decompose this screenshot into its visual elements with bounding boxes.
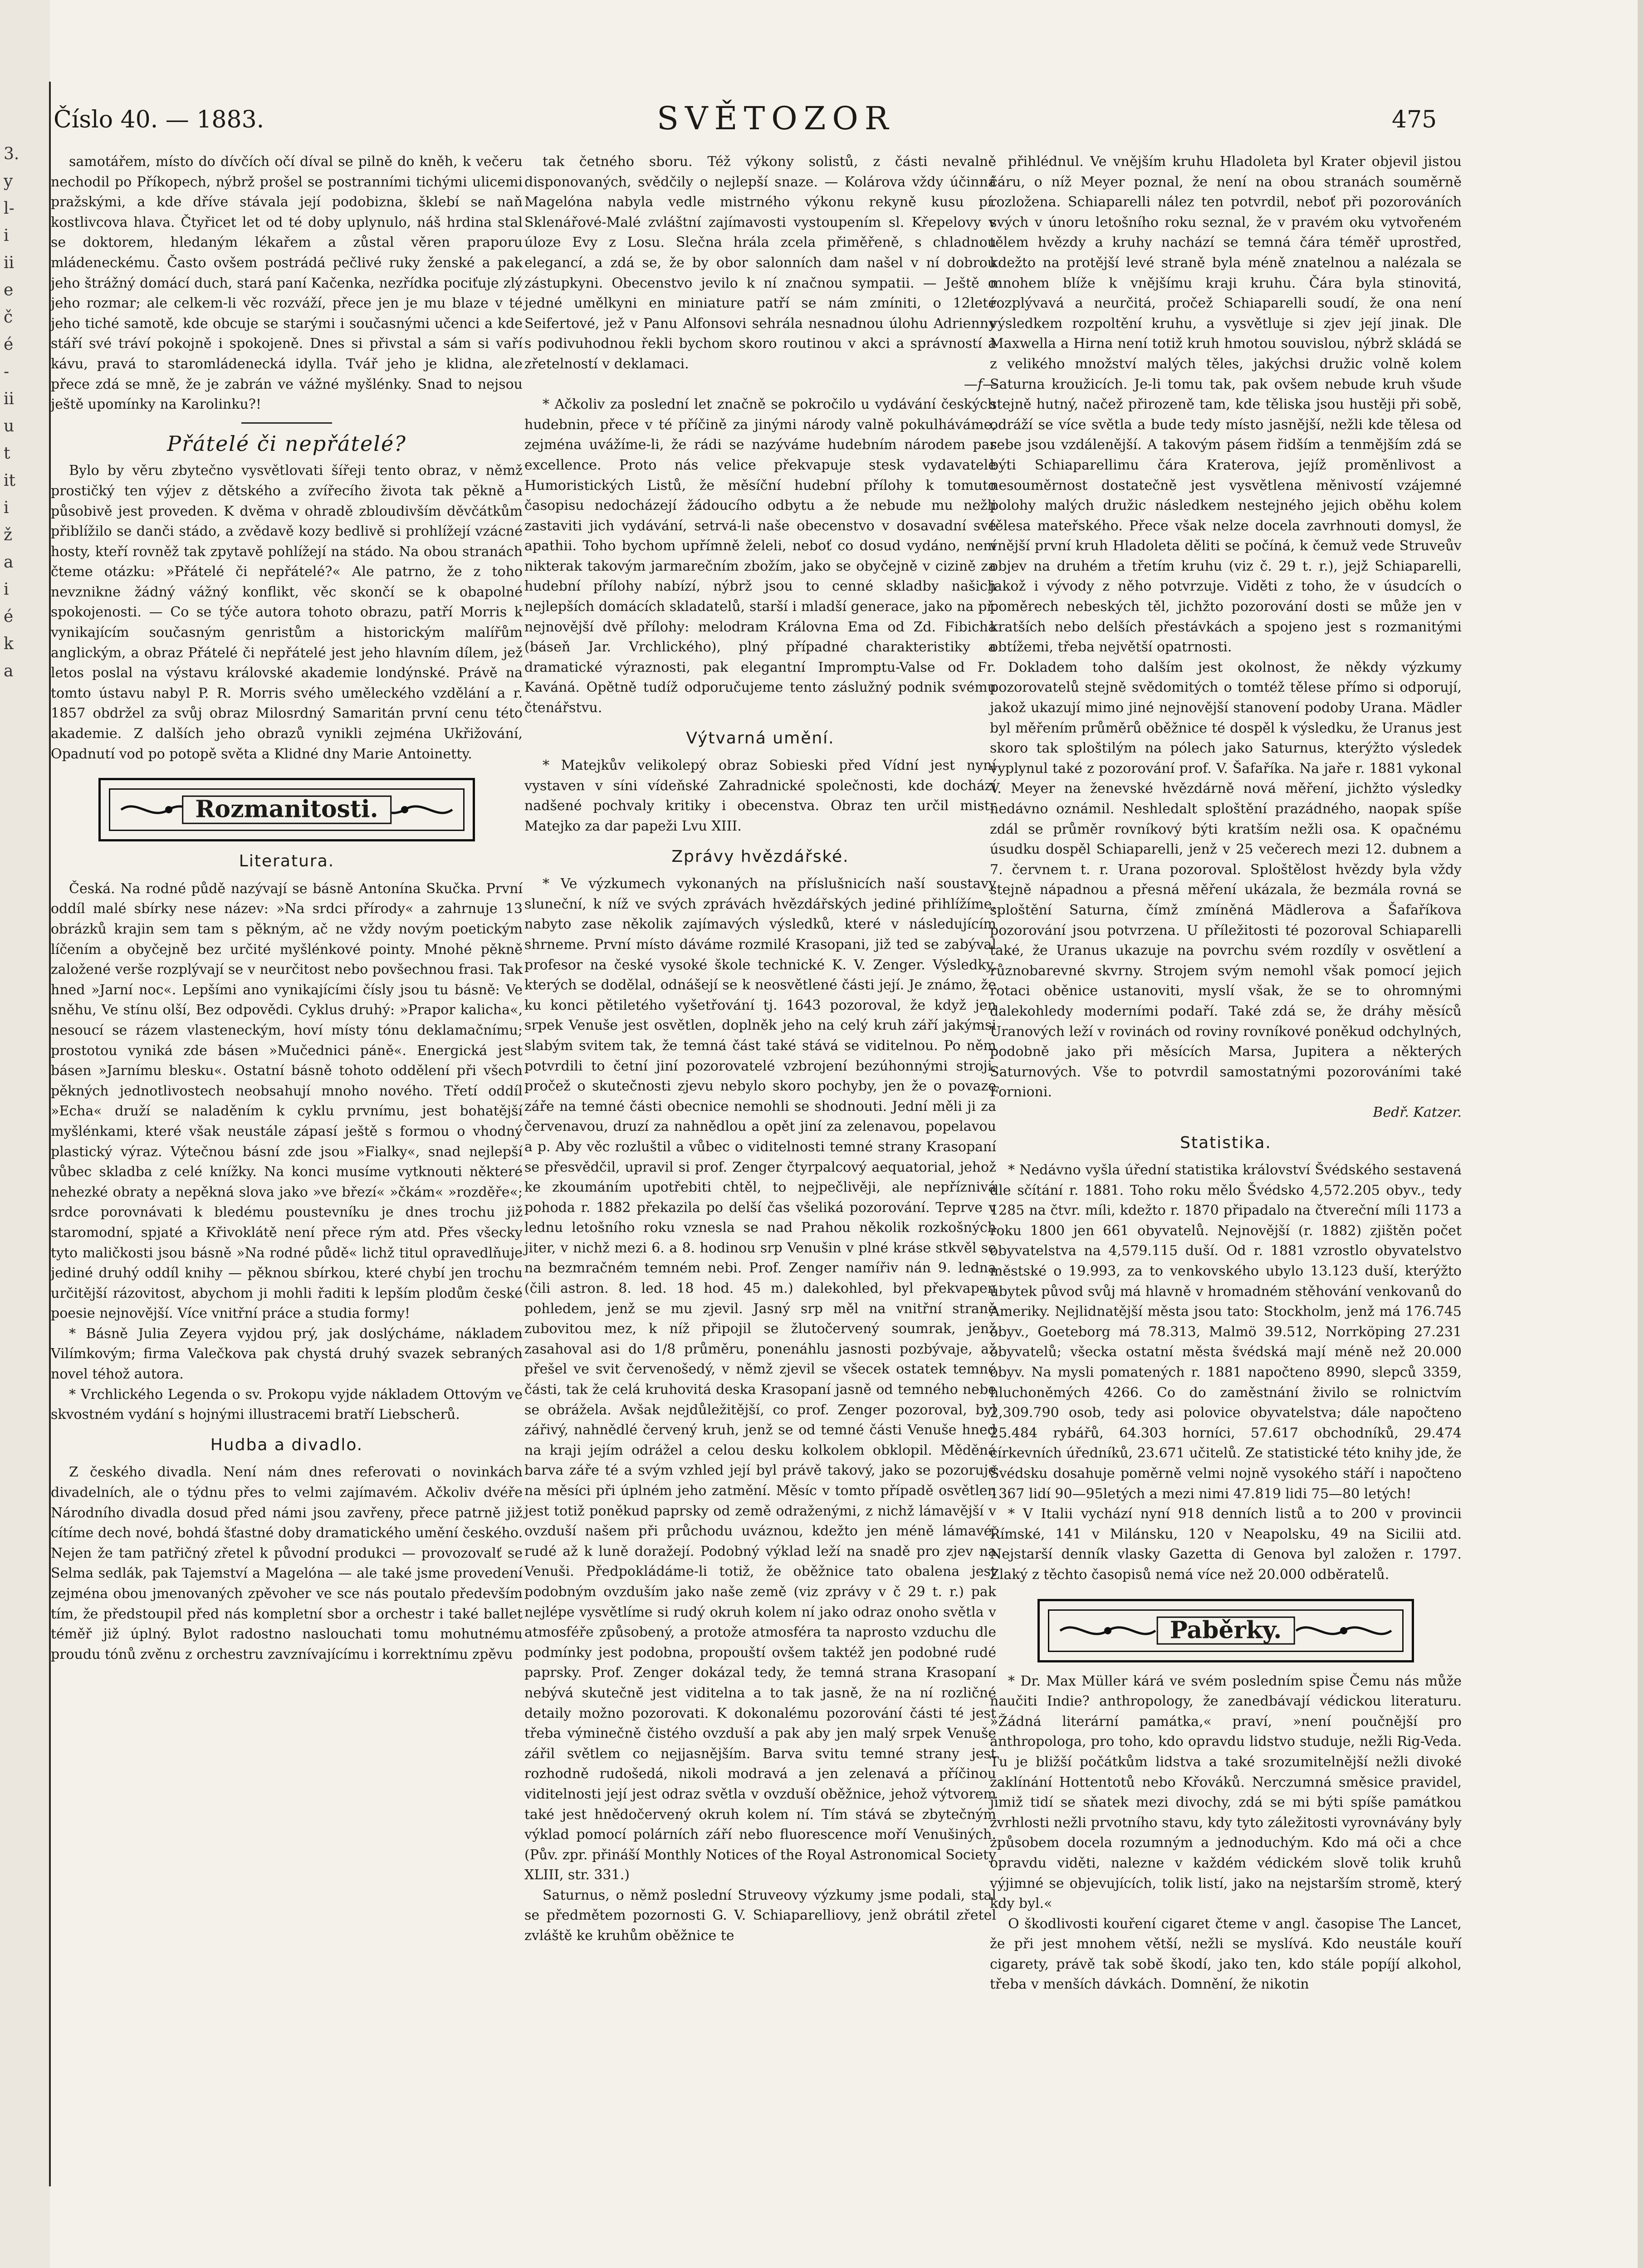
signature-katzer: Bedř. Katzer.	[1373, 1104, 1462, 1120]
cigarety-text: O škodlivosti kouření cigaret čteme v angl. časopise The Lancet, že při jest mnohem větší, nežli se myslívá. Kdo neustále kouří cigarety, právě tak sobě škodí, jako ten, kdo stále popíjí alkohol, třeba v menších dávkách. Domnění, že nikotin	[990, 1916, 1462, 1993]
gutter-fragment: i	[4, 499, 9, 517]
gutter-fragment: i	[4, 580, 9, 599]
literatura-heading: Literatura.	[239, 852, 335, 871]
right-page-edge	[1638, 0, 1644, 2268]
story-ending: samotářem, místo do dívčích očí díval se pilně do kněh, k večeru nechodil po Příkopech, nýbrž prošel se postranními tichými ulicemi pražskými, a kde dříve stávala její podobizna, šklebí se naň kostlivcova hlava. Čtyřicet let od té doby uplynulo, náš hrdina stal se doktorem, hledaným lékařem a zůstal věren praporu mládeneckému. Často ovšem postrádá pečlivé ruky ženské a pak jeho štrážný domácí duch, stará paní Kačenka, nezřídka pociťuje zlý jeho rozmar; ale celkem-li věc rozváží, přece jen je mu blaze v té jeho tiché samotě, kde obcuje se starými i současnými učenci a kde stáří své tráví pokojně i spokojeně. Dnes si přivstal a sám si vaří kávu, pravá to staromládenecká idylla. Tvář jeho je klidna, ale přece zdá se mně, že je zabrán ve vážné myšlénky. Snad to nejsou ještě upomínky na Karolinku?!	[51, 154, 523, 413]
saturn-text: Saturnus, o němž poslední Struveovy výzkumy jsme podali, stal se předmětem pozornosti G. V. Schiaparelliovy, jenž obrátil zřetel zvláště ke kruhům oběžnice te	[524, 1887, 996, 1944]
banner-label: Rozmanitosti.	[182, 796, 391, 824]
gutter-fragment: ž	[4, 526, 12, 544]
rozmanitosti-banner	[98, 778, 475, 841]
gutter-fragment: e	[4, 281, 14, 299]
muller-text: * Dr. Max Müller kárá ve svém posledním spise Čemu nás může naučiti Indie? anthropology, že zanedbávají védickou literaturu. »Žádná literární památka,« praví, »není poučnější pro anthropologa, pro toho, kdo opravdu lidstvo studuje, nežli Rig-Veda. Tu je bližší počátkům lidstva a také srozumitelnější nežli divoké zaklínání Hottentotů nebo Křováků. Nerczumná směsice pravidel, jimiž tidí se sňatek mezi divochy, zdá se mi býti spíše památkou zvrhlosti nežli prvotního stavu, kdy tyto záležitosti vyrovnávány byly způsobem docela rozumným a jednoduchým. Kdo má oči a chce opravdu viděti, nalezne v každém védickém slově tolik kruhů výjimné se objevujících, tolik listí, jako na nejstarším stromě, který kdy byl.«	[990, 1673, 1462, 1912]
paberky-banner	[1037, 1599, 1414, 1662]
hudba-heading: Hudba a divadlo.	[210, 1435, 363, 1454]
gutter-fragment: t	[4, 444, 10, 463]
gutter-fragment: é	[4, 607, 14, 626]
gutter-fragment: k	[4, 635, 14, 653]
column-1	[51, 152, 523, 1665]
gutter-fragment: ii	[4, 254, 15, 272]
hudba-text: Z českého divadla. Není nám dnes referovati o novinkách divadelních, ale o týdnu přes to velmi zajímavém. Ačkoliv dvéře Národního divadla dosud před námi jsou zavřeny, přece patrně již cítíme dech nové, bohdá šťastné doby dramatického umění českého. Nejen že tam patřičný zřetel k původní produkci — provozovalť se Selma sedlák, pak Tajemství a Magelóna — ale také jsme provedení zejména obou jmenovaných zpěvoher ve sce nás poutalo především tím, že předstoupil před nás kompletní sbor a orchestr i také ballet téměř již úplný. Bylot radostno naslouchati tomu mohutnému proudu tónů zvěnu z orchestru zavznívajícímu i korrektnímu zpěvu	[51, 1464, 523, 1662]
column-2	[524, 152, 996, 1946]
vytvarna-heading: Výtvarná umění.	[686, 728, 835, 748]
pratele-heading: Přátelé či nepřátelé?	[167, 431, 406, 456]
gutter-fragment: y	[4, 172, 13, 191]
gutter-fragment: é	[4, 335, 14, 354]
hudebniny-text: * Ačkoliv za poslední let značně se pokročilo u vydávání českých hudebnin, přece v té příčině za jinými národy valně pokulháváme, zejména uvážíme-li, že rádi se nazýváme hudebním národem par excellence. Proto nás velice překvapuje stesk vydavatele Humoristických Listů, že měsíční hudební přílohy k tomuto časopisu nedocházejí žádoucího odbytu a že nebude mu nežli zastaviti jich vydávání, setrvá-li naše obecenstvo v dosavadní své apathii. Toho bychom upřímně želeli, neboť co dosud vydáno, není nikterak takovým jarmarečním zbožím, jako se obyčejně v cizině za hudební přílohy nabízí, nýbrž jsou to cenné skladby našich nejlepších domácích skladatelů, starší i mladší generace, jako na př. nejnovější dvě přílohy: melodram Královna Ema od Zd. Fibicha (báseň Jar. Vrchlického), plný případné charakteristiky a dramatické výraznosti, pak elegantní Impromptu-Valse od Fr. Kaváná. Opětně tudíž odporučujeme tento záslužný podnik svému čtenářstvu.	[524, 396, 996, 716]
gutter-fragment: it	[4, 471, 15, 490]
zpravy-text: * Ve výzkumech vykonaných na příslušnicích naší soustavy sluneční, k níž ve svých zprávách hvězdářských jediné přihlížíme, nabyto zase několik zajímavých výsledků, které v následujícím shrneme. První místo dáváme rozmilé Krasopani, již ted se zabýval profesor na české vysoké škole technické K. V. Zenger. Výsledky, kterých se dodělal, odnášejí se k neosvětlené části její. Je známo, že ku konci pětiletého vyšetřování tj. 1643 pozoroval, že když jen srpek Venuše jest osvětlen, doplněk jeho na celý kruh září jakýmsi slabým svitem tak, že temná část také stává se viditelnou. Po něm potvrdili to četní jiní pozorovatelé vzbrojení bezúhonnými stroji, pročež o skutečnosti zjevu nebylo skoro pochyby, jen že o povaze záře na temné části obecnice nemohli se shodnouti. Jední měli ji za červenavou, druzí za nahnědlou a opět jiní za zelenavou, popelavou a p. Aby věc rozluštil a vůbec o viditelnosti temné strany Krasopaní se přesvědčil, upravil si prof. Zenger čtyrpalcový aequatorial, jehož ke zkoumáním upotřebiti chtěl, to nejpečlivěji, ale nepříznivá pohoda r. 1882 překazila po delší čas všeliká pozorování. Teprve v lednu letošního roku vznesla se nad Prahou několik rozkošných jiter, v nichž mezi 6. a 8. hodinou srp Venušin v plné kráse stkvěl se na bezmračném temném nebi. Prof. Zenger namířiv nán 9. ledna (čili astron. 8. led. 18 hod. 45 m.) dalekohled, byl překvapen pohledem, jenž se mu zjevil. Jasný srp měl na vnitřní straně zubovitou mez, k níž připojil se žlutočervený soumrak, jenž zasahoval asi do 1/8 průměru, ponenáhlu jasnosti pozbývaje, až přešel ve svit červenošedý, v němž zjevil se všecek ostatek temné části, tak že celá kruhovitá deska Krasopaní jasně od temného nebe se obrážela. Avšak nejdůležitější, co prof. Zenger pozoroval, byl zářivý, nahnědlé červený kruh, jenž se od temné části Venuše hned na kraji jejím odrážel a celou desku kolkolem obklopil. Měděná barva záře té a svým vzhled její byl právě takový, jako se pozoruje na měsíci při úplném jeho zatmění. Měsíc v tomto případě osvětlen jest totiž poněkud paprsky od země odraženými, z nichž lámavější v ovzduší našem při průchodu uváznou, kdežto jen méně lámavé, rudé až k luně doražejí. Podobný výklad leží na snadě pro zjev na Venuši. Předpokládáme-li totiž, že oběžnice tato obalena jest podobným ovzduším jako naše země (viz zprávy v č 29 t. r.) pak nejlépe vysvětlíme si rudý okruh kolem ní jako odraz onoho světla v atmosféře způsobený, a protože atmosféra ta naprosto vzduchu dle podmínky jest podobna, propouští ovšem taktéž jen podobné rudé paprsky. Prof. Zenger dokázal tedy, že temná strana Krasopaní nebývá skutečně jest viditelna a to tak jasně, že na ní rozličné detaily možno pozorovati. K dokonalému pozorování části té jest třeba výminečně čistého ovzduší a pak aby jen malý srpek Venuše zářil světlem co nejjasnějším. Barva svitu temné strany jest rozhodně rudošedá, nikoli modravá a jen zelenavá a příčinou viditelnosti její jest odraz světla v ovzduší oběžnice, jehož výtvorem také jest hnědočervený okruh kolem ní. Tím stává se zbytečným výklad pomocí polárních září nebo fluorescence moří Venušiných. (Pův. zpr. přináší Monthly Notices of the Royal Astronomical Society XLIII, str. 331.)	[524, 876, 996, 1883]
signature-f: —f—	[964, 376, 996, 392]
ornament-left-icon	[1058, 1619, 1158, 1642]
saturn-continued: přihlédnul. Ve vnějším kruhu Hladoleta byl Krater objevil jistou čáru, o níž Meyer poznal, že není na obou stranách souměrně rozložena. Schiaparelli nález ten potvrdil, neboť při pozorováních svých v únoru letošního roku seznal, že v pravém oku vytvořeném tělem hvězdy a kruhy nachází se temná čára téměř uprostřed, kdežto na protější levé straně byla méně znatelnou a nalézala se mnohem blíže k vnějšímu kraji kruhu. Čára byla stinovitá, rozplývavá a neurčitá, pročež Schiaparelli soudí, že ona není výsledkem rozpoltění kruhu, a vysvětluje si zjev její jinak. Dle Maxwella a Hirna není totiž kruh hmotou souvislou, nýbrž skládá se z velikého množství malých těles, jakýchsi družic volně kolem Saturna kroužicích. Je-li tomu tak, pak ovšem nebude kruh všude stejně hutný, načež přirozeně tam, kde těliska jsou hustěji při sobě, odráží se více světla a bude tedy místo jasnější, nežli kde tělesa od sebe jsou vzdálenější. A takovým pásem řidším a tenmějším zdá se býti Schiaparellimu čára Kraterova, jejíž proměnlivost a nesouměrnost dostatečně jest vysvětlena měnivostí vzájemné polohy malých družic následkem nestejného jejich oběhu kolem tělesa mateřského. Přece však nelze docela zavrhnouti domysl, že vnější první kruh Hladoleta děliti se počíná, k čemuž vede Struveův objev na druhém a třetím kruhu (viz č. 29 t. r.), jejž Schiaparelli, jakož i vývody z něho potvrzuje. Viděti z toho, že v úsudcích o poměrech nebeských těl, jichžto pozorování dosti se může jen v kratších nebo delších přestávkách a spojeno jest s rozmanitými obtížemi, třeba největší opatrnosti.	[990, 154, 1462, 655]
column-3	[990, 152, 1462, 1995]
ornament-right-icon	[1294, 1619, 1394, 1642]
issue-number: Číslo 40. — 1883.	[54, 106, 264, 133]
gutter-fragment: i	[4, 226, 9, 245]
zpravy-heading: Zprávy hvězdářské.	[671, 847, 849, 866]
gutter-fragment: ii	[4, 390, 15, 408]
gutter-fragment: č	[4, 308, 13, 327]
vrchlicky-text: * Vrchlického Legenda o sv. Prokopu vyjde nákladem Ottovým ve skvostném vydání s hojnými illustracemi bratří Liebscherů.	[51, 1386, 523, 1423]
gutter-fragment: 3.	[4, 145, 20, 163]
gutter-fragment: u	[4, 417, 15, 435]
literatura-text: Česká. Na rodné půdě nazývají se básně Antonína Skučka. První oddíl malé sbírky nese název: »Na srdci přírody« a zahrnuje 13 obrázků krajin sem tam s pěkným, ač ne vždy novým poetickým líčením a obyčejně bez určité myšlénkové pointy. Mnohé pěkně založené verše rozplývají se v neurčitost nebo povšechnou frasi. Tak hned »Jarní noc«. Lepšími ano vynikajícími čísly jsou tu básně: Ve sněhu, Ve stínu olší, Bez odpovědi. Cyklus druhý: »Prapor kalicha«, nesoucí se rázem vlasteneckým, hoví místy tónu deklamačnímu; prostotou vyniká zde básen »Mučednici páně«. Energická jest básen »Jarnímu blesku«. Ostatní básně tohoto oddělení při všech pěkných jednotlivostech neobsahují mnoho nového. Třetí oddíl »Echa« druží se naladěním k cyklu prvnímu, jest bohatější myšlénkami, které však neustále zápasí ještě s formou o vhodný plastický výraz. Výtečnou básní zde jsou »Fialky«, snad nejlepší vůbec skladba z celé knížky. Na konci musíme vytknouti některé nehezké obraty a nepěkná slova jako »ve březí« »čkám« »rozděře«; srdce porovnávati k bledému poustevníku je dnes trochu již staromodní, spjaté a Křivoklátě není přece rým atd. Přes všecky tyto maličkosti jsou básně »Na rodné půdě« lichž titul opravedlňuje jediné druhý oddíl knihy — pěknou sbírkou, které chybí jen trochu určitější rázovitost, abychom ji mohli řaditi k lepším plodům české poesie nejnovější. Více vnitřní práce a studia formy!	[51, 880, 523, 1322]
previous-page-fragments	[4, 141, 44, 685]
statistika-text: * Nedávno vyšla úřední statistika království Švédského sestavená dle sčítání r. 1881. Toho roku mělo Švédsko 4,572.205 obyv., tedy 1285 na čtvr. míli, kdežto r. 1870 připadalo na čtvereční míli 1173 a roku 1800 jen 661 obyvatelů. Nejnovější (r. 1882) zjištěn počet obyvatelstva na 4,579.115 duší. Od r. 1881 vzrostlo obyvatelstvo městské o 19.993, za to venkovského ubylo 13.123 duší, kterýžto úbytek původ svůj má hlavně v hromadném stěhování venkovanů do Ameriky. Nejlidnatější města jsou tato: Stockholm, jenž má 176.745 obyv., Goeteborg má 78.313, Malmö 39.512, Norrköping 27.231 obyvatelů; všecka ostatní města švédská mají méně než 20.000 obyv. Na mysli pomatených r. 1881 napočteno 8990, slepců 3359, hluchoněmých 4266. Co do zaměstnání živilo se rolnictvím 2,309.790 osob, tedy asi polovice obyvatelstva; dále napočteno 25.484 rybářů, 64.303 horníci, 57.617 obchodníků, 29.474 církevních úředníků, 23.671 učitelů. Ze statistické této knihy jde, že Švédsku dosahuje poměrně velmi nojně vysokého stáří i napočteno 1367 lidí 90—95letých a mezi nimi 47.819 lidi 75—80 letých!	[990, 1162, 1462, 1502]
gutter-fragment: -	[4, 362, 10, 381]
statistika-heading: Statistika.	[1180, 1133, 1272, 1152]
vytvarna-text: * Matejkův velikolepý obraz Sobieski před Vídní jest nyní vystaven v síni vídeňské Zahradnické společnosti, kde dochází nadšené pochvaly kritiky i obecenstva. Obraz ten určil mistr Matejko za dar papeži Lvu XIII.	[524, 758, 996, 834]
zeyer-text: * Básně Julia Zeyera vyjdou prý, jak doslýcháme, nákladem Vilímkovým; firma Valečkova pak chystá druhý svazek sebraných novel téhož autora.	[51, 1325, 523, 1383]
page-number: 475	[1392, 106, 1437, 133]
divadlo-continued: tak četného sboru. Též výkony solistů, z části nevalně disponovaných, svědčily o nejlepší snaze. — Kolárova vždy účinná Magelóna nabyla vedle mistrného výkonu rekyně kusu pí. Sklenářové-Malé zvláštní zajímavosti vystoupením sl. Křepelovy v úloze Evy z Losu. Slečna hrála zcela přiměřeně, s chladnou elegancí, a zdá se, že by obor salonních dam našel v ní dobrou zástupkyni. Obecenstvo jevilo k ní značnou sympatii. — Ještě o jedné umělkyni en miniature patří se nám zmíniti, o 12leté Seifertové, jež v Panu Alfonsovi sehrála nesnadnou úlohu Adrienny s podivuhodnou řekli bychom skoro routinou v akci a správností a zřetelností v deklamaci.	[524, 154, 996, 372]
gutter-fragment: a	[4, 662, 14, 680]
gutter-fragment: a	[4, 553, 14, 572]
italie-text: * V Italii vychází nyní 918 denních listů a to 200 v provincii Římské, 141 v Milánsku, 120 v Neapolsku, 49 na Sicilii atd. Nejstarší denník vlasky Gazetta di Genova byl založen r. 1797. Zlaký z těchto časopisů nemá více než 20.000 odběratelů.	[990, 1506, 1462, 1583]
banner-label: Paběrky.	[1157, 1616, 1295, 1645]
page-header	[54, 100, 1437, 141]
gutter-fragment: l-	[4, 199, 15, 218]
pratele-text: Bylo by věru zbytečno vysvětlovati šířeji tento obraz, v němž prostičký ten výjev z dětského a zvířecího života tak pěkně a působivě jest proveden. K dvěma v ohradě zbloudivším děvčátkům přiblížilo se danči stádo, a zvědavě kozy bedlivě si prohlížejí vzácné hosty, kteří rovněž tak zpytavě pohlížejí na stádo. Na obou stranách čteme otázku: »Přátelé či nepřátelé?« Ale patrno, že z toho nevznikne žádný vážný konflikt, věc skončí se k obapolné spokojenosti. — Co se týče autora tohoto obrazu, patří Morris k vynikajícím současným genristům a historickým malířům anglickým, a obraz Přátelé či nepřátelé jest jeho hlavním dílem, jež letos poslal na výstavu královské akademie londýnské. Právě na tomto ústavu nabyl P. R. Morris svého uměleckého vzdělání a r. 1857 obdržel za svůj obraz Milosrdný Samaritán první cenu této akademie. Z dalších jeho obrazů vynikli zejména Ukřižování, Opadnutí vod po potopě světa a Klidné dny Marie Antoinetty.	[51, 463, 523, 762]
left-page-gutter	[0, 0, 50, 2268]
section-rule	[241, 422, 332, 424]
journal-title: SVĚTOZOR	[657, 100, 895, 137]
uran-text: Dokladem toho dalším jest okolnost, že někdy výzkumy pozorovatelů stejně svědomitých o tomtéž tělese přímo si odporují, jakož ukazují mimo jiné nejnovější stanovení podoby Urana. Mädler byl měřením průměrů oběžnice té dospěl k výsledku, že Uranus jest skoro tak sploštilým na pólech jako Saturnus, kterýžto výsledek vyplynul také z pozorování prof. V. Šafaříka. Na jaře r. 1881 vykonal V. Meyer na ženevské hvězdárně nová měření, jichžto výsledky nedávno oznámil. Neshledalt sploštění prazádného, naopak spíše zdál se průměr rovníkový býti kratším nežli osa. K opačnému úsudku dospěl Schiaparelli, jenž v 25 večerech mezi 12. dubnem a 7. červnem t. r. Urana pozoroval. Sploštělost hvězdy byla vždy stejně nápadnou a přesná měření ukázala, že bezmála rovná se sploštění Saturna, čímž zmíněná Mädlerova a Šafaříkova pozorování jsou potvrzena. U příležitosti té pozoroval Schiaparelli také, že Uranus ukazuje na povrchu svém rozdíly v osvětlení a různobarevné skvrny. Strojem svým nemohl však pomocí jejich rotaci oběnice ustanoviti, myslí však, že se to ohromnými dalekohledy moderními podaří. Také zdá se, že dráhy měsíců Uranových leží v rovinách od roviny rovníkové poněkud odchylných, podobně jako při měsících Marsa, Jupitera a některých Saturnových. Vše to potvrdil samostatnými pozorováními také Fornioni.	[990, 659, 1462, 1100]
